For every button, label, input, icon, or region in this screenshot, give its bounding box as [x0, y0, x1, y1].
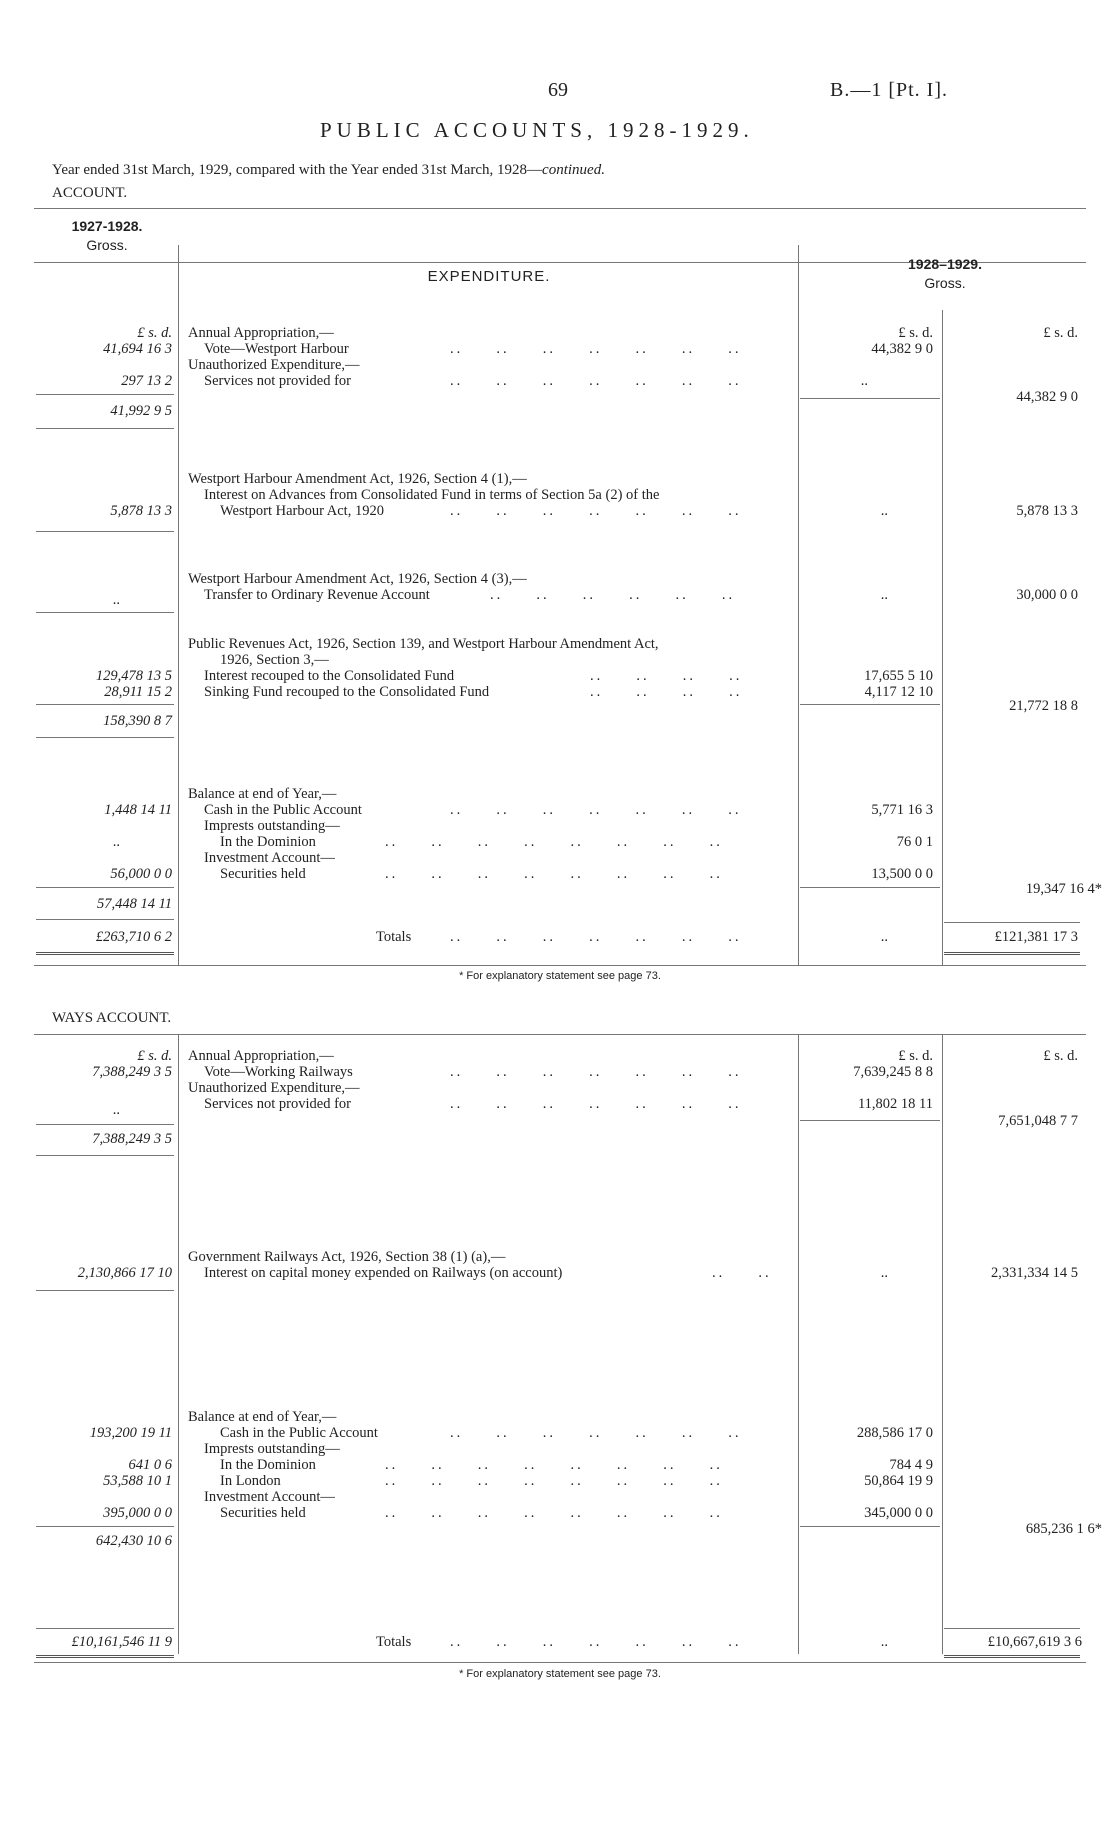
- desc-interest-advances-2: Westport Harbour Act, 1920: [220, 503, 384, 519]
- rule: [34, 965, 1086, 966]
- desc-securities: Securities held: [220, 1505, 306, 1521]
- rule: [36, 531, 174, 532]
- rule: [36, 612, 174, 613]
- leader-dots: .. .. .. .. .. .. ..: [450, 1064, 742, 1080]
- desc-wha-section-4-3: Westport Harbour Amendment Act, 1926, Section 4 (3),—: [188, 571, 527, 587]
- rule: [800, 1526, 940, 1527]
- column-divider: [178, 1034, 179, 1654]
- footnote: * For explanatory statement see page 73.: [459, 970, 661, 982]
- prev-subtotal-balance: 642,430 10 6: [95, 1533, 172, 1549]
- section-label: ACCOUNT.: [52, 185, 128, 201]
- prev-subtotal-appropriation: 7,388,249 3 5: [92, 1131, 172, 1147]
- prev-vote-working-railways: 7,388,249 3 5: [92, 1064, 172, 1080]
- section-label: WAYS ACCOUNT.: [52, 1010, 172, 1026]
- rule: [34, 208, 1086, 209]
- prev-services: ..: [112, 1102, 120, 1118]
- prev-transfer: ..: [112, 592, 120, 608]
- desc-sinking-recouped: Sinking Fund recouped to the Consolidated Fund: [204, 684, 490, 700]
- prev-interest-advances: 5,878 13 3: [110, 503, 172, 519]
- column-divider: [942, 310, 943, 965]
- rule: [36, 737, 174, 738]
- desc-in-london: In London: [220, 1473, 281, 1489]
- rule: [36, 1526, 174, 1527]
- curr-grand-total: £121,381 17 3: [994, 929, 1078, 945]
- curr-item-vote-working-railways: 7,639,245 8 8: [853, 1064, 933, 1080]
- curr-item-dominion: 784 4 9: [889, 1457, 933, 1473]
- rule: [944, 922, 1080, 923]
- curr-item-services: ..: [860, 373, 868, 389]
- curr-total-transfer: 30,000 0 0: [1016, 587, 1078, 603]
- rule: [36, 1124, 174, 1125]
- column-header-prev-year: 1927-1928.: [71, 218, 143, 234]
- prev-securities: 395,000 0 0: [103, 1505, 172, 1521]
- prev-services: 297 13 2: [121, 373, 172, 389]
- page-number: 69: [548, 79, 568, 101]
- prev-subtotal-pra: 158,390 8 7: [103, 713, 172, 729]
- curr-item-total: ..: [880, 929, 888, 945]
- column-divider: [178, 245, 179, 965]
- prev-dominion: 641 0 6: [128, 1457, 172, 1473]
- currency-head-items: £ s. d.: [898, 325, 933, 341]
- leader-dots: .. .. .. .. .. ..: [490, 587, 736, 603]
- currency-head-prev: £ s. d.: [137, 325, 172, 341]
- desc-vote-westport: Vote—Westport Harbour: [204, 341, 349, 357]
- curr-total-pra: 21,772 18 8: [1009, 698, 1078, 714]
- desc-investment: Investment Account—: [204, 1489, 335, 1505]
- prev-sinking-recouped: 28,911 15 2: [104, 684, 172, 700]
- curr-item-dominion: 76 0 1: [896, 834, 933, 850]
- desc-balance-end: Balance at end of Year,—: [188, 1409, 337, 1425]
- rule: [800, 398, 940, 399]
- desc-in-dominion: In the Dominion: [220, 1457, 316, 1473]
- currency-head-prev: £ s. d.: [137, 1048, 172, 1064]
- desc-public-revenues-act-2: 1926, Section 3,—: [220, 652, 329, 668]
- page-subtitle: [52, 162, 605, 179]
- footnote: * For explanatory statement see page 73.: [459, 1668, 661, 1680]
- rule: [944, 1628, 1080, 1629]
- rule: [34, 1034, 1086, 1035]
- rule: [36, 428, 174, 429]
- desc-vote-working-railways: Vote—Working Railways: [204, 1064, 353, 1080]
- prev-total: £10,161,546 11 9: [71, 1634, 172, 1650]
- prev-interest-recouped: 129,478 13 5: [95, 668, 172, 684]
- double-rule: [36, 952, 174, 955]
- leader-dots: .. .. .. .. .. .. .. ..: [385, 834, 723, 850]
- double-rule: [944, 1655, 1080, 1658]
- rule: [800, 887, 940, 888]
- curr-item-cash: 5,771 16 3: [871, 802, 933, 818]
- column-divider: [798, 1034, 799, 1654]
- curr-item-services: 11,802 18 11: [857, 1096, 933, 1112]
- curr-total-appropriation: 44,382 9 0: [1016, 389, 1078, 405]
- rule: [36, 704, 174, 705]
- prev-subtotal-balance: 57,448 14 11: [96, 896, 172, 912]
- rule: [800, 704, 940, 705]
- curr-total-interest-advances: 5,878 13 3: [1016, 503, 1078, 519]
- prev-dominion: ..: [112, 834, 120, 850]
- leader-dots: .. .. .. ..: [590, 668, 743, 684]
- curr-grand-total: £10,667,619 3 6: [987, 1634, 1082, 1650]
- desc-public-revenues-act-1: Public Revenues Act, 1926, Section 139, and Westport Harbour Amendment Act,: [188, 636, 659, 652]
- desc-interest-recouped: Interest recouped to the Consolidated Fund: [204, 668, 455, 684]
- desc-unauthorized: Unauthorized Expenditure,—: [188, 357, 360, 373]
- desc-interest-capital: Interest on capital money expended on Railways (on account): [204, 1265, 563, 1281]
- leader-dots: .. .. .. .. .. .. ..: [450, 503, 742, 519]
- desc-transfer-ordinary: Transfer to Ordinary Revenue Account: [204, 587, 430, 603]
- column-divider: [798, 245, 799, 965]
- desc-wha-section-4-1: Westport Harbour Amendment Act, 1926, Section 4 (1),—: [188, 471, 527, 487]
- curr-item-interest-recouped: 17,655 5 10: [864, 668, 933, 684]
- leader-dots: .. .. .. .. .. .. .. ..: [385, 866, 723, 882]
- subtitle-text: Year ended 31st March, 1929, compared with the Year ended 31st March, 1928—: [52, 162, 543, 178]
- desc-imprests: Imprests outstanding—: [204, 1441, 340, 1457]
- curr-total-balance: 685,236 1 6*: [1025, 1521, 1102, 1537]
- desc-totals: Totals: [376, 1634, 412, 1650]
- desc-balance-end: Balance at end of Year,—: [188, 786, 337, 802]
- desc-annual-appropriation: Annual Appropriation,—: [188, 325, 334, 341]
- desc-investment: Investment Account—: [204, 850, 335, 866]
- document-reference: B.—1 [Pt. I].: [830, 79, 948, 101]
- column-header-prev-gross: Gross.: [86, 237, 128, 253]
- column-header-curr-gross: Gross.: [924, 275, 966, 291]
- rule: [36, 394, 174, 395]
- subtitle-continued: continued.: [542, 162, 605, 178]
- prev-interest-capital: 2,130,866 17 10: [77, 1265, 172, 1281]
- leader-dots: .. .. .. .. .. .. ..: [450, 341, 742, 357]
- leader-dots: .. .. .. .. .. .. .. ..: [385, 1473, 723, 1489]
- page-title: PUBLIC ACCOUNTS, 1928-1929.: [320, 118, 754, 142]
- desc-annual-appropriation: Annual Appropriation,—: [188, 1048, 334, 1064]
- desc-securities: Securities held: [220, 866, 306, 882]
- curr-item-london: 50,864 19 9: [864, 1473, 933, 1489]
- rule: [36, 1155, 174, 1156]
- leader-dots: .. ..: [712, 1265, 772, 1281]
- curr-item-interest-capital: ..: [880, 1265, 888, 1281]
- curr-item-transfer: ..: [880, 587, 888, 603]
- leader-dots: .. .. .. .. .. .. ..: [450, 1634, 742, 1650]
- currency-head-totals: £ s. d.: [1043, 1048, 1078, 1064]
- desc-interest-advances-1: Interest on Advances from Consolidated Fund in terms of Section 5a (2) of the: [204, 487, 660, 503]
- double-rule: [944, 952, 1080, 955]
- leader-dots: .. .. .. .. .. .. ..: [450, 1096, 742, 1112]
- curr-item-interest-advances: ..: [880, 503, 888, 519]
- prev-total: £263,710 6 2: [95, 929, 172, 945]
- prev-securities: 56,000 0 0: [110, 866, 172, 882]
- curr-item-cash: 288,586 17 0: [856, 1425, 933, 1441]
- leader-dots: .. .. .. ..: [590, 684, 743, 700]
- prev-london: 53,588 10 1: [103, 1473, 172, 1489]
- desc-cash-public: Cash in the Public Account: [204, 802, 362, 818]
- desc-services-not-provided: Services not provided for: [204, 1096, 351, 1112]
- currency-head-items: £ s. d.: [898, 1048, 933, 1064]
- desc-unauthorized: Unauthorized Expenditure,—: [188, 1080, 360, 1096]
- desc-services-not-provided: Services not provided for: [204, 373, 351, 389]
- rule: [36, 1290, 174, 1291]
- double-rule: [36, 1655, 174, 1658]
- desc-totals: Totals: [376, 929, 412, 945]
- column-header-curr-year: 1928–1929.: [908, 256, 982, 272]
- desc-imprests: Imprests outstanding—: [204, 818, 340, 834]
- curr-total-appropriation: 7,651,048 7 7: [998, 1113, 1078, 1129]
- leader-dots: .. .. .. .. .. .. .. ..: [385, 1457, 723, 1473]
- leader-dots: .. .. .. .. .. .. ..: [450, 802, 742, 818]
- curr-total-interest-capital: 2,331,334 14 5: [991, 1265, 1078, 1281]
- desc-cash-public: Cash in the Public Account: [220, 1425, 378, 1441]
- curr-total-balance: 19,347 16 4*: [1025, 881, 1102, 897]
- curr-item-vote-westport: 44,382 9 0: [871, 341, 933, 357]
- curr-item-securities: 13,500 0 0: [871, 866, 933, 882]
- curr-item-total: ..: [880, 1634, 888, 1650]
- leader-dots: .. .. .. .. .. .. ..: [450, 1425, 742, 1441]
- currency-head-totals: £ s. d.: [1043, 325, 1078, 341]
- leader-dots: .. .. .. .. .. .. ..: [450, 373, 742, 389]
- prev-cash: 1,448 14 11: [104, 802, 172, 818]
- rule: [36, 919, 174, 920]
- prev-vote-westport: 41,694 16 3: [103, 341, 172, 357]
- column-divider: [942, 1034, 943, 1654]
- rule: [36, 1628, 174, 1629]
- prev-cash: 193,200 19 11: [89, 1425, 172, 1441]
- prev-subtotal-appropriation: 41,992 9 5: [110, 403, 172, 419]
- column-header-expenditure: EXPENDITURE.: [427, 268, 551, 285]
- leader-dots: .. .. .. .. .. .. .. ..: [385, 1505, 723, 1521]
- leader-dots: .. .. .. .. .. .. ..: [450, 929, 742, 945]
- curr-item-securities: 345,000 0 0: [864, 1505, 933, 1521]
- curr-item-sinking-recouped: 4,117 12 10: [864, 684, 933, 700]
- desc-in-dominion: In the Dominion: [220, 834, 316, 850]
- desc-government-railways-act: Government Railways Act, 1926, Section 38 (1) (a),—: [188, 1249, 506, 1265]
- rule: [800, 1120, 940, 1121]
- rule: [34, 1662, 1086, 1663]
- rule: [36, 887, 174, 888]
